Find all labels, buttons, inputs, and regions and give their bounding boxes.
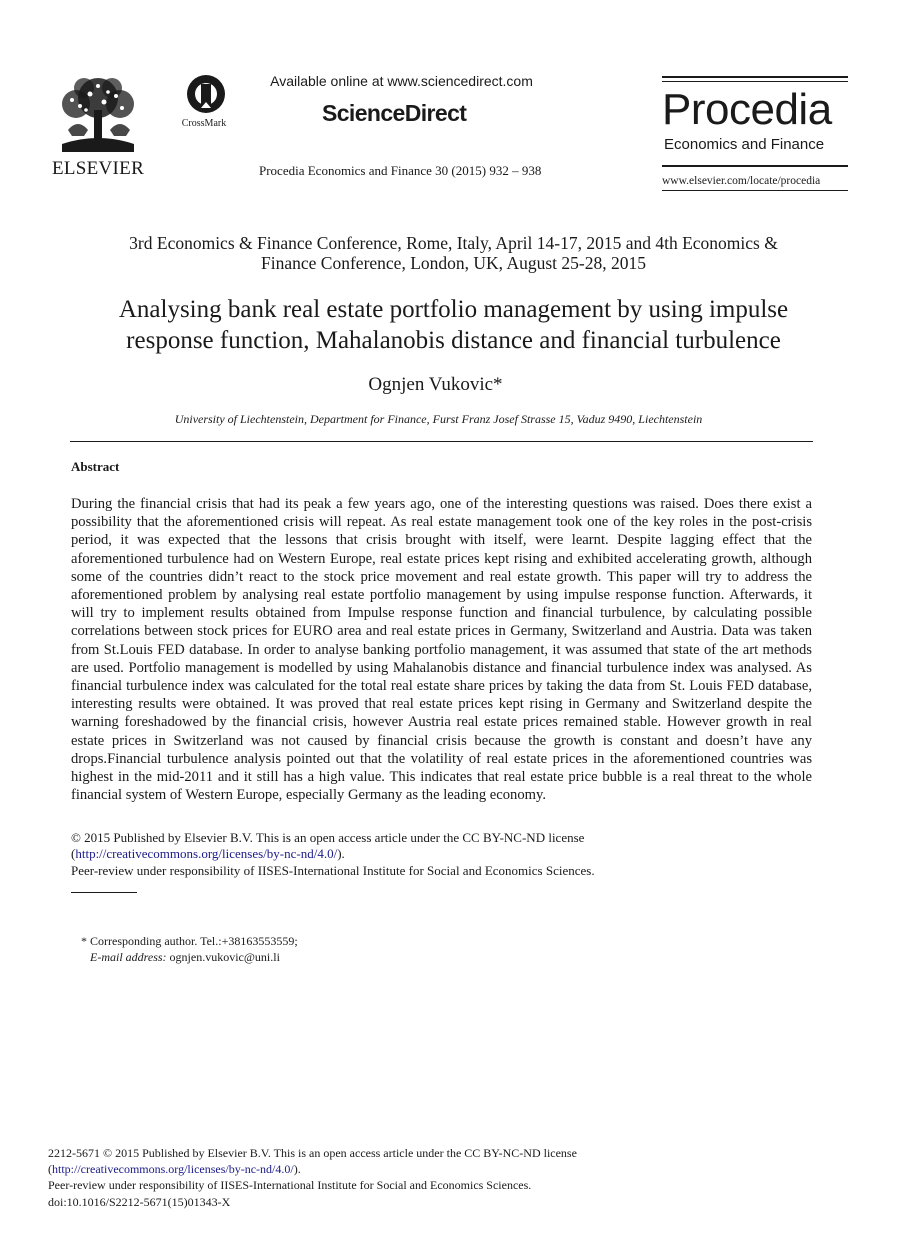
corresponding-author: * Corresponding author. Tel.:+38163553559; — [81, 934, 298, 948]
crossmark-label: CrossMark — [181, 118, 227, 129]
author-affiliation: University of Liechtenstein, Department for Finance, Furst Franz Josef Strasse 15, Vaduz 9490, Liechtenstein — [174, 412, 703, 426]
footer-peer-review: Peer-review under responsibility of IISES-International Institute for Social and Economics Sciences. — [48, 1178, 532, 1193]
conference-info — [60, 233, 847, 273]
corresponding-footnote — [81, 933, 298, 965]
paren: ). — [293, 1162, 301, 1177]
procedia-rule — [662, 190, 848, 191]
procedia-rule — [662, 76, 848, 78]
email-address[interactable]: ognjen.vukovic@uni.li — [169, 950, 280, 964]
peer-review-line: Peer-review under responsibility of IISES-International Institute for Social and Economics Sciences. — [71, 862, 595, 878]
abstract-body: During the financial crisis that had its peak a few years ago, one of the interesting questions was raised. Does there exist a possibility that the aforementioned crisis will repeat. As real estate management took one of the key roles in the post-crisis period, it was expected that the lessons that crisis brought with itself, were learnt. Despite lagging effect that the aforementioned turbulence had on Western Europe, real estate prices kept rising and exhibited accelerating growth, although some of the countries didn’t react to the stock price movement and real estate growth. This paper will try to address the aforementioned problem by analysing real estate portfolio management by using impulse response function. Afterwards, it will try to implement results obtained from Impulse response function and financial turbulence, by calculating possible correlations between stock prices for EURO area and real estate prices in Germany, Switzerland and Austria. Data was taken from St.Louis FED database. In order to analyse banking portfolio management, it was assumed that state of the art methods are used. Portfolio management is modelled by using Mahalanobis distance and financial turbulence index was analysed. As financial turbulence index was calculated for the total real estate share prices by taking the data from St. Louis FED database, interesting results were obtained. It was proved that real estate prices kept rising in Germany and Switzerland despite the warning foreshadowed by the financial crisis, however Austria real estate prices remained stable. However growth in real estate prices in Switzerland was not caused by financial crisis because the growth is constant and doesn’t have any drops.Financial turbulence analysis pointed out that the volatility of real estate prices in the aforementioned countries was highest in the mid-2011 and it still has a high value. This indicates that real estate price bubble is a real threat to the whole financial system of Western Europe, especially Germany as the leading economy. — [71, 496, 812, 804]
procedia-subtitle: Economics and Finance — [664, 136, 825, 153]
page-footer — [48, 1145, 808, 1210]
available-online-text: Available online at www.sciencedirect.com — [270, 73, 533, 89]
elsevier-wordmark: ELSEVIER — [51, 158, 145, 179]
journal-citation: Procedia Economics and Finance 30 (2015) 932 – 938 — [259, 163, 542, 178]
copyright-line: © 2015 Published by Elsevier B.V. This is an open access article under the CC BY-NC-ND license — [71, 830, 585, 845]
procedia-rule — [662, 165, 848, 167]
title-line: response function, Mahalanobis distance and financial turbulence — [126, 327, 781, 354]
procedia-rule — [662, 81, 848, 82]
conference-line: 3rd Economics & Finance Conference, Rome, Italy, April 14-17, 2015 and 4th Economics & — [129, 233, 778, 253]
elsevier-logo — [48, 74, 148, 182]
procedia-brand: Procedia — [662, 85, 832, 134]
paren: ( — [48, 1162, 52, 1177]
sciencedirect-brand: ScienceDirect — [322, 100, 467, 126]
affiliation-line — [0, 412, 907, 427]
email-line — [81, 949, 298, 965]
email-label: E-mail address: — [90, 950, 167, 964]
footer-license-link[interactable]: http://creativecommons.org/licenses/by-nc-nd/4.0/ — [52, 1162, 294, 1177]
license-url-line — [71, 846, 812, 862]
section-divider — [70, 441, 813, 442]
paren: ( — [71, 846, 76, 862]
footnote-divider — [71, 892, 137, 893]
author-name: Ognjen Vukovic* — [368, 374, 503, 395]
footer-license-url-line — [48, 1161, 808, 1177]
conference-line: Finance Conference, London, UK, August 25-28, 2015 — [261, 253, 646, 273]
author-line — [0, 374, 907, 396]
abstract-heading: Abstract — [71, 459, 120, 474]
journal-url-link[interactable]: www.elsevier.com/locate/procedia — [662, 175, 821, 187]
title-line: Analysing bank real estate portfolio management by using impulse — [118, 296, 789, 323]
license-link[interactable]: http://creativecommons.org/licenses/by-nc-nd/4.0/ — [75, 846, 338, 862]
paren: ). — [337, 846, 345, 862]
issn-line: 2212-5671 © 2015 Published by Elsevier B.V. This is an open access article under the CC BY-NC-ND license — [48, 1146, 577, 1160]
license-block — [71, 830, 812, 879]
paper-title — [40, 294, 867, 356]
doi-line[interactable]: doi:10.1016/S2212-5671(15)01343-X — [48, 1194, 231, 1209]
